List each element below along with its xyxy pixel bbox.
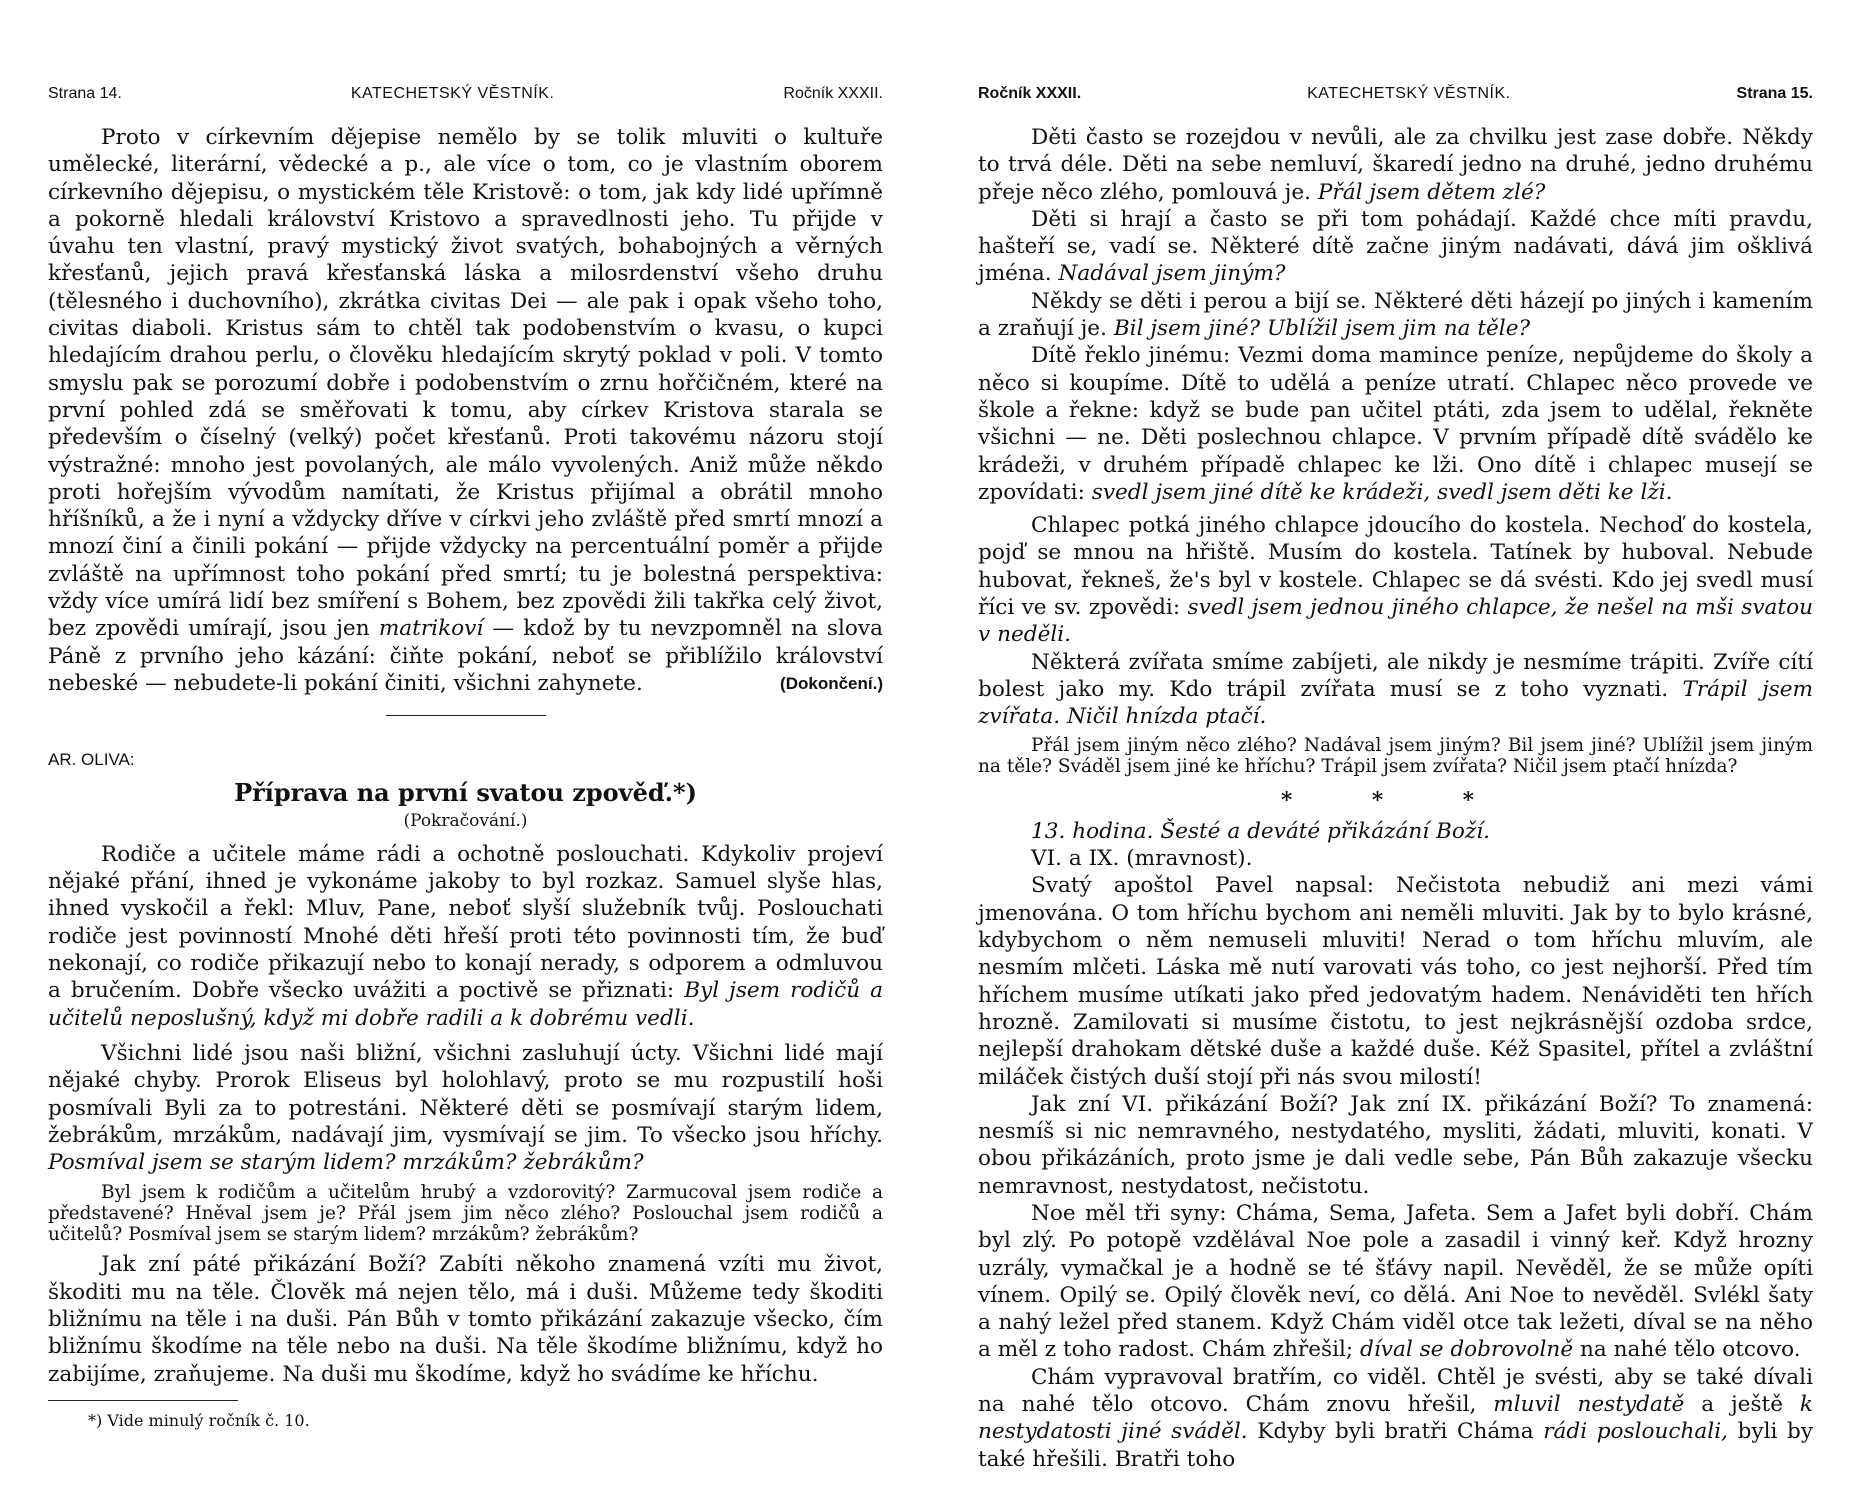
footnote-divider: [48, 1400, 238, 1401]
article-subtitle: (Pokračování.): [403, 810, 528, 831]
paragraph: Všichni lidé jsou naši bližní, všichni zasluhují úcty. Všichni lidé mají nějaké chyby. Prorok Eliseus byl holohlavý, proto se mu rozpustilí hoši posmívali Byli za to potrestáni. Některé děti se posmívají starým lidem, žebrákům, mrzákům, nadávají jim, vysmívají se jim. To všecko jsou hříchy. Posmíval jsem se starým lidem? mrzákům? žebrákům?: [48, 1040, 883, 1176]
paragraph: Chám vypravoval bratřím, co viděl. Chtěl je svésti, aby se také dívali na nahé tělo otcovo. Chám znovu hřešil, mluvil nestydatě a ještě k nestydatosti jiné sváděl. Kdyby byli bratři Cháma rádi poslouchali, byli by také hřešili. Bratři toho: [978, 1364, 1814, 1472]
paragraph: Dítě řeklo jinému: Vezmi doma mamince peníze, nepůjdeme do školy a něco si koupíme. Dítě to udělá a peníze utratí. Chlapec něco provede ve škole a řekne: když se bude pan učitel ptáti, zda jsem to udělal, řekněte všichni — ne. Děti poslechnou chlapce. V prvním případě dítě svádělo ke krádeži, v druhém případě chlapec ke lži. Ono dítě i chlapec musejí se zpovídati: svedl jsem jiné dítě ke krádeži, svedl jsem děti ke lži.: [978, 343, 1813, 505]
paragraph: Někdy se děti i perou a bijí se. Některé děti házejí po jiných i kamením a zraňují je. Bil jsem jiné? Ublížil jsem jim na těle?: [978, 288, 1813, 342]
journal-title: KATECHETSKÝ VĚSTNÍK.: [350, 85, 555, 102]
page-number: Strana 15.: [1736, 85, 1813, 102]
volume-label: Ročník XXXII.: [978, 85, 1082, 102]
left-page: [48, 84, 883, 1484]
right-page: [978, 84, 1813, 1484]
paragraph: Jak zní páté přikázání Boží? Zabíti někoho znamená vzíti mu život, škoditi mu na těle. Člověk má nejen tělo, má i duši. Můžeme tedy škoditi bližnímu na těle i na duši. Pán Bůh v tomto přikázání zakazuje všecko, čím bližnímu škodíme na těle nebo na duši. Na těle škodíme bližnímu, když ho zabijíme, zraňujeme. Na duši mu škodíme, když ho svádíme ke hříchu.: [48, 1252, 883, 1387]
article-author: AR. OLIVA:: [48, 750, 135, 770]
article-title: Příprava na první svatou zpověď.*): [234, 777, 697, 807]
continuation-note: (Dokončení.): [780, 673, 883, 693]
question-list: Přál jsem jiným něco zlého? Nadával jsem jiným? Bil jsem jiné? Ublížil jsem jiným na těle? Sváděl jsem jiné ke hříchu? Trápil jsem zvířata? Ničil jsem ptačí hnízda?: [978, 734, 1813, 777]
running-header-right: [978, 84, 1813, 124]
paragraph: Svatý apoštol Pavel napsal: Nečistota nebudiž ani mezi vámi jmenována. O tom hříchu bychom ani neměli mluviti. Jak by to bylo krásné, kdybychom o něm nemuseli mluviti! Nerad o tom hříchu mluvím, ale nesmím mlčeti. Láska mě nutí varovati vás toho, co jest nejhorší. Před tím hříchem musíme utíkati jako před jedovatým hadem. Nenáviděti ten hřích hrozně. Zamilovati si musíme čistotu, to jest nejkrásnější ozdoba srdce, nejlepší drahokam dětské duše a každé duše. Kéž Spasitel, přítel a zvláštní miláček čistých duší stojí při nás svou milostí!: [978, 873, 1813, 1090]
paragraph: Děti často se rozejdou v nevůli, ale za chvilku jest zase dobře. Někdy to trvá déle. Děti na sebe nemluví, škaredí jedno na druhé, jedno druhému přeje něco zlého, pomlouvá je. Přál jsem dětem zlé?: [978, 125, 1813, 205]
section-divider: [386, 715, 546, 716]
lesson-heading: 13. hodina. Šesté a deváté přikázání Boží.: [1031, 818, 1491, 844]
paragraph: Jak zní VI. přikázání Boží? Jak zní IX. přikázání Boží? To znamená: nesmíš si nic nemravného, nestydatého, mysliti, žádati, mluviti, konati. V obou přikázáních, proto jsme je dali vedle sebe, Pán Bůh zakazuje všecku nemravnost, nestydatost, nečistotu.: [978, 1091, 1813, 1199]
paragraph: Některá zvířata smíme zabíjeti, ale nikdy je nesmíme trápiti. Zvíře cítí bolest jako my. Kdo trápil zvířata musí se z toho vyznati. Trápil jsem zvířata. Ničil hnízda ptačí.: [978, 649, 1813, 730]
paragraph: Děti si hrají a často se při tom pohádají. Každé chce míti pravdu, hašteří se, vadí se. Některé dítě začne jiným nadávati, dává jim ošklivá jména. Nadával jsem jiným?: [978, 206, 1813, 287]
article-body: [48, 841, 883, 1388]
paragraph: Proto v církevním dějepise nemělo by se tolik mluviti o kultuře umělecké, literární, vědecké a p., ale více o tom, co je vlastním oborem církevního dějepisu, o mystickém těle Kristově: o tom, jak kdy lidé upřímně a pokorně hledali království Kristovo a spravedlnosti jeho. Tu přijde v úvahu ten vlastní, pravý mystický život svatých, bohabojných a věrných křesťanů, jejich pravá křesťanská láska a milosrdenství všeho druhu (tělesného i duchovního), zkrátka civitas Dei — ale pak i opak všeho toho, civitas diaboli. Kristus sám to chtěl tak podobenstvím o kvasu, o kupci hledajícím drahou perlu, o člověku hledajícím skrytý poklad v poli. V tomto smyslu pak se porozumí dobře i podobenstvím o zrnu hořčičném, které na první pohled zdá se směřovati k tomu, aby církev Kristova starala se především o číselný (velký) počet křesťanů. Proti takovému názoru stojí výstražné: mnoho jest povolaných, ale málo vyvolených. Aniž může někdo proti hořejším vývodům namítati, že Kristus přijímal a obrátil mnoho hříšníků, a že i nyní a vždycky dříve v církvi jeho zvláště před smrtí mnozí a mnozí činí a činili pokání — přijde vždycky na percentuální poměr a přijde zvláště na upřímnost toho pokání před smrtí; tu je bolestná perspektiva: vždy více umírá lidí bez smíření s Bohem, bez zpovědi žili takřka celý život, bez zpovědi umírají, jsou jen matrikoví — kdož by tu nevzpomněl na slova Páně z prvního jeho kázání: čiňte pokání, neboť se přiblížilo království nebeské — nebudete-li pokání činiti, všichni zahynete. (Dokončení.): [48, 125, 883, 696]
volume-label: Ročník XXXII.: [783, 85, 883, 102]
paragraph: Noe měl tři syny: Cháma, Sema, Jafeta. Sem a Jafet byli dobří. Chám byl zlý. Po potopě vzdělával Noe pole a zasadil i vinný keř. Když hrozny uzrály, vymačkal je a hodně se té šťávy napil. Nevěděl, že se může opíti vínem. Opilý se. Opilý člověk neví, co dělá. Ani Noe to nevěděl. Svlékl šaty a nahý ležel před stanem. Když Chám viděl otce tak ležeti, díval se na něho a měl z toho radost. Chám zhřešil; díval se dobrovolně na nahé tělo otcovo.: [978, 1200, 1813, 1363]
paragraph: Chlapec potká jiného chlapce jdoucího do kostela. Nechoď do kostela, pojď se mnou na hřiště. Musím do kostela. Tatínek by huboval. Nebude hubovat, řekneš, že's byl v kostele. Chlapec se dá svésti. Kdo jej svedl musí říci ve sv. zpovědi: svedl jsem jednou jiného chlapce, že nešel na mši svatou v neděli.: [978, 513, 1813, 648]
page-number: Strana 14.: [48, 85, 122, 102]
running-header-left: [48, 84, 883, 124]
right-body: [978, 124, 1813, 1473]
section-stars: * * *: [1281, 787, 1510, 813]
left-body: [48, 124, 883, 697]
paragraph: Rodiče a učitele máme rádi a ochotně poslouchati. Kdykoliv projeví nějaké přání, ihned je vykonáme jakoby to byl rozkaz. Samuel slyše hlas, ihned vyskočil a řekl: Mluv, Pane, neboť slyší služebník tvůj. Poslouchati rodiče jest povinností Mnohé děti hřeší proti této povinnosti tím, že buď nekonají, co rodiče přikazují nebo to konají nerady, s odporem a odmluvou a bručením. Dobře všecko uvážiti a poctivě se přiznati: Byl jsem rodičů a učitelů neposlušný, když mi dobře radili a k dobrému vedli.: [48, 841, 883, 1031]
lesson-subheading: VI. a IX. (mravnost).: [1031, 846, 1253, 872]
journal-title: KATECHETSKÝ VĚSTNÍK.: [1307, 85, 1511, 102]
question-list: Byl jsem k rodičům a učitelům hrubý a vzdorovitý? Zarmucoval jsem rodiče a představené? Hněval jsem je? Přál jsem jim něco zlého? Poslouchal jsem rodičů a učitelů? Posmíval jsem se starým lidem? mrzákům? žebrákům?: [48, 1182, 883, 1246]
footnote: *) Vide minulý ročník č. 10.: [88, 1410, 310, 1430]
